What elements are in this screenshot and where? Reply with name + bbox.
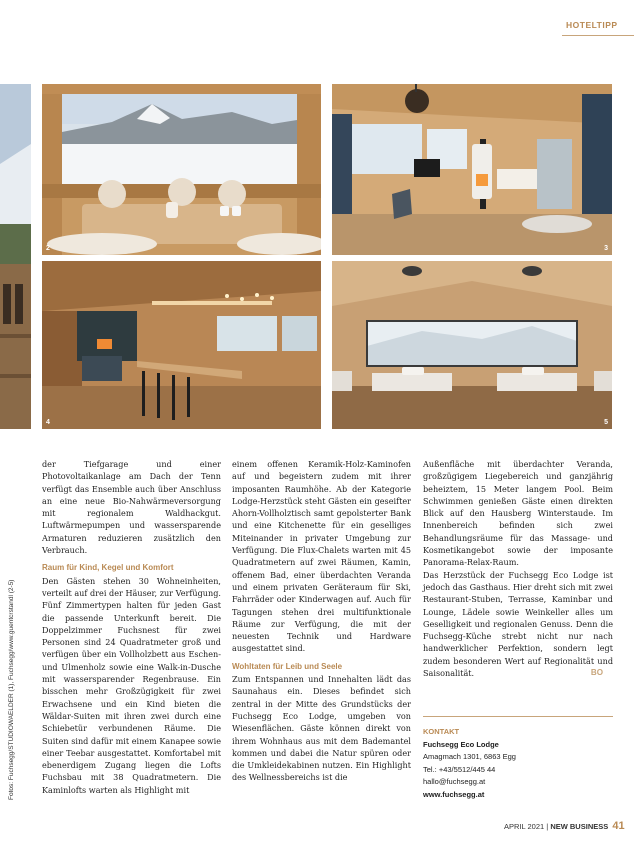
kontakt-rule	[423, 716, 613, 717]
contact-email[interactable]: hallo@fuchsegg.at	[423, 777, 486, 786]
paragraph: einem offenen Keramik-Holz-Kaminofen auf und begeistern zudem mit ihrer imposanten Raumhöhe. Ab der Kategorie Lodge-Herzstück steht Gästen ein geseifter Ahorn-Vollholztisch samt gepolsterter Bank und eine Kitchenette für ein geselliges Miteinander in privater Umgebung zur Verfügung. Die Flux-Chalets warten mit 45 Quadratmetern auf zwei Räumen, Kamin, offenem Bad, einer überdachten Veranda und einem privaten Geräteraum für Ski, Fahrräder oder Kinderwagen auf. Auch für Tagungen stehen drei multifunktionale Räume zur Verfügung, die mit der neuesten Technik und Hardware ausgestattet sind.	[232, 459, 411, 654]
contact-website[interactable]: www.fuchsegg.at	[423, 789, 485, 799]
edge-photo-mountain	[0, 84, 31, 429]
page-footer	[504, 820, 625, 832]
photo-number: 2	[46, 245, 50, 252]
text-column-1	[42, 458, 221, 796]
subheading: Raum für Kind, Kegel und Komfort	[42, 563, 174, 573]
paragraph-text: Das Herzstück der Fuchsegg Eco Lodge ist jedoch das Gasthaus. Hier dreht sich mit zwei Restaurant-Stuben, Terrasse, Kaminbar und Lounge, Lädele sowie Weinkeller alles um Geselligkeit und regionalen Genuss. Denn die Fuchsegg-Küche strebt nicht nur nach handwerklicher Perfektion, sondern legt zudem besonderen Wert auf Regionalität und Saisonalität.	[423, 569, 613, 679]
paragraph: der Tiefgarage und einer Photovoltaikanlage am Dach der Tenn verfügt das Ensemble auch über Anschluss an eine neue Bio-Nahwärmeversorgung mit regionalem Waldhackgut. Luftwärmepumpen und wassersparende Armaturen reduzieren zusätzlich den Verbrauch.	[42, 459, 221, 556]
paragraph: Den Gästen stehen 30 Wohneinheiten, verteilt auf drei der Häuser, zur Verfügung. Fünf Zimmertypen halten für jeden Gast die passende Unterkunft bereit. Die Doppelzimmer Fuchsnest für zwei Personen sind 24 Quadratmeter groß und verfügen über ein Vollholzbett aus Eschen- und Ulmenholz sowie eine Walk-in-Dusche mit wassersparender Regenbrause. Ein bisschen mehr Großzügigkeit für zwei Erwachsene und ein Kind bieten die Wäldar-Suiten mit ihren zwei durch eine Schiebetür verbundenen Räume. Die Suiten sind dafür mit einem Kanapee sowie einer Teebar ausgestattet. Komfortabel mit ebenerdigem Zugang liegen die Lofts Fuchsbau mit 38 Quadratmetern. Die Kaminlofts warten als Highlight mit	[42, 575, 221, 795]
paragraph: Außenfläche mit überdachter Veranda, großzügigem Liegebereich und ganzjährig beheiztem, 15 Meter langem Pool. Beim Schwimmen genießen Gäste einen direkten Blick auf den Hausberg Winterstaude. Im Innenbereich befinden sich zwei Behandlungsräume für das Massage- und Kosmetikangebot sowie der imposante Panorama-Relax-Raum.	[423, 459, 613, 568]
photo-number: 4	[46, 419, 50, 426]
contact-heading: KONTAKT	[423, 727, 460, 736]
photo-2-window-view	[42, 84, 321, 255]
photo-number: 5	[604, 419, 608, 426]
contact-name: Fuchsegg Eco Lodge	[423, 739, 499, 749]
section-tag: HOTELTIPP	[566, 20, 618, 30]
page-number: 41	[612, 820, 625, 832]
paragraph	[423, 569, 613, 680]
section-tag-rule	[562, 35, 634, 36]
issue-date: APRIL 2021	[504, 822, 545, 831]
subheading: Wohltaten für Leib und Seele	[232, 661, 343, 671]
contact-box	[423, 726, 516, 801]
footer-separator: |	[546, 822, 549, 831]
photo-4-restaurant	[42, 261, 321, 429]
photo-3-kaminloft	[332, 84, 612, 255]
contact-phone: Tel.: +43/5512/445 44	[423, 764, 496, 774]
photo-number: 3	[604, 245, 608, 252]
author-signature: BO	[590, 668, 603, 678]
magazine-name: NEW BUSINESS	[550, 822, 609, 831]
text-column-2	[232, 458, 411, 784]
photo-credit: Fotos: Fuchsegg/STUDIOWAELDER (1), Fuchsegg/www.guentcrstandl (2-5)	[8, 579, 15, 800]
paragraph: Zum Entspannen und Innehalten lädt das Saunahaus ein. Dieses befindet sich zentral in der Mitte des Grundstücks der Fuchsegg Eco Lodge, umgeben von Wiesenflächen. Gäste können direkt von ihrem Wohnhaus aus mit dem Bademantel kommen und dabei die Natur spüren oder die Umkleidekabinen nutzen. Ein Highlight des Wellnessbereichs ist die	[232, 674, 411, 783]
text-column-3	[423, 458, 613, 679]
photo-5-relax-room	[332, 261, 612, 429]
contact-address: Amagmach 1301, 6863 Egg	[423, 752, 516, 761]
